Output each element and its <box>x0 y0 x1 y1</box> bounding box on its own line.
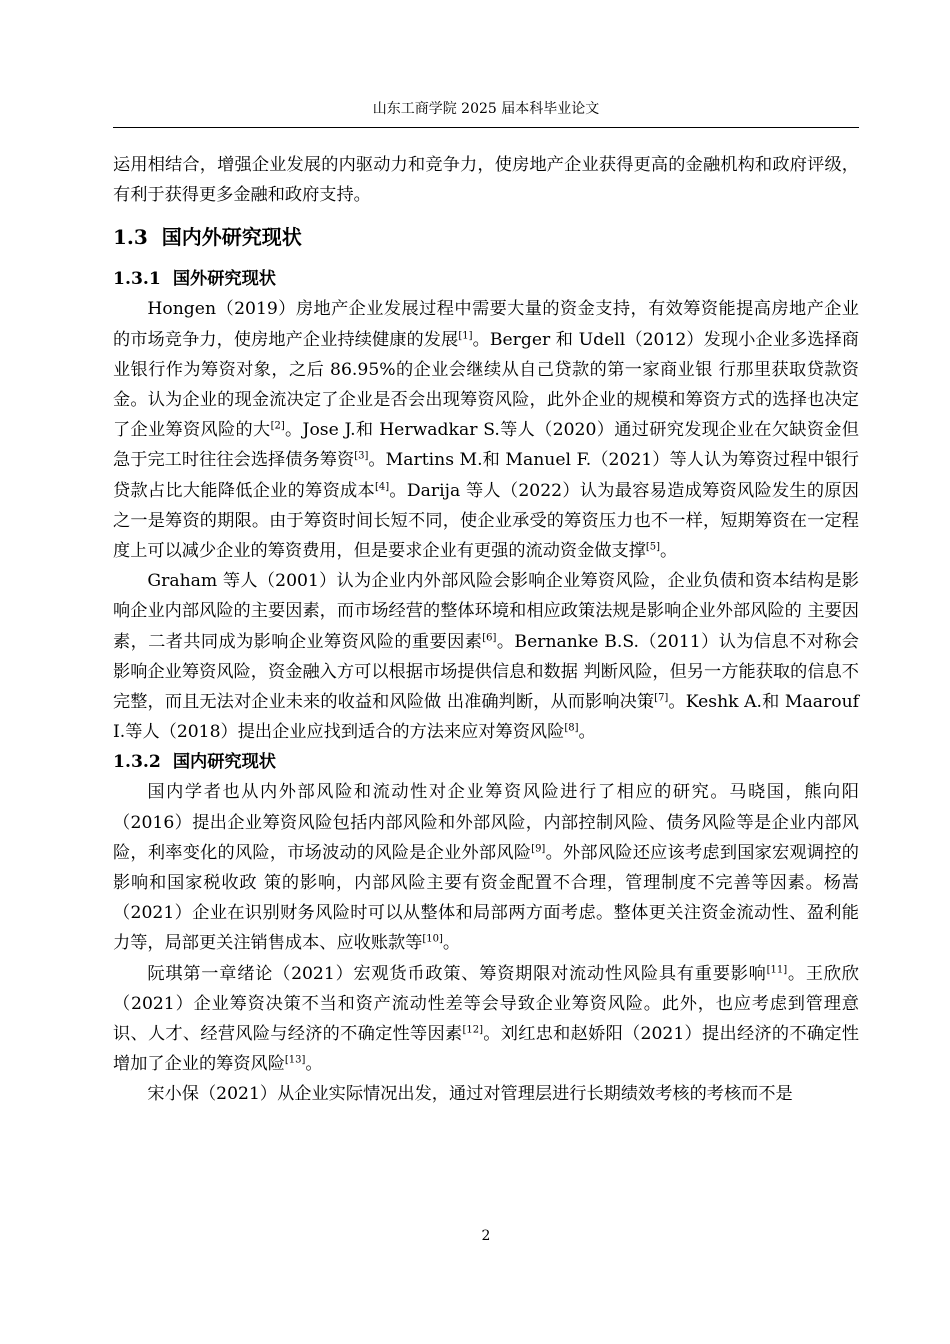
citation-ref-11: [11] <box>766 963 788 975</box>
citation-ref-3: [3] <box>354 450 369 462</box>
subsection-number: 1.3.2 <box>113 752 161 773</box>
subsection-number: 1.3.1 <box>113 269 161 290</box>
citation-ref-7: [7] <box>654 692 669 704</box>
citation-ref-5: [5] <box>645 541 660 553</box>
section-number: 1.3 <box>113 225 148 250</box>
text-segment: 。刘红忠和赵娇阳（2021）提出经济的不确定性增加了企业的筹资风险 <box>113 1024 859 1075</box>
text-segment: 。Martins M.和 Manuel F.（2021）等人认为筹资过程中银行贷款占比大能降低企业的筹资成本 <box>113 450 859 501</box>
text-segment: Graham 等人（2001）认为企业内外部风险会影响企业筹资风险，企业负债和资本结构是影响企业内部风险的主要因素，而市场经营的整体环境和相应政策法规是影响企业外部风险的 主要因素，二者共同成为影响企业筹资风险的重要因素 <box>113 571 859 652</box>
citation-ref-2: [2] <box>270 420 285 432</box>
citation-ref-6: [6] <box>482 631 497 643</box>
text-segment: 。Keshk A.和 Maarouf I.等人（2018）提出企业应找到适合的方法来应对筹资风险 <box>113 692 860 743</box>
citation-ref-9: [9] <box>531 843 546 855</box>
text-segment: 。 <box>660 541 678 562</box>
text-segment: 。 <box>442 933 461 954</box>
intro-paragraph: 运用相结合，增强企业发展的内驱动力和竞争力，使房地产企业获得更高的金融机构和政府评级，有利于获得更多金融和政府支持。 <box>113 155 859 206</box>
document-body <box>113 150 859 1110</box>
text-segment: 。Berger 和 Udell（2012）发现小企业多选择商业银行作为筹资对象，之后 86.95%的企业会继续从自己贷款的第一家商业银 行那里获取贷款资金。认为企业的现金流决定了企业是否会出现筹资风险，此外企业的规模和筹资方式的选择也决定了企业筹资风险的大 <box>113 329 859 441</box>
foreign-research-paragraph-1 <box>113 294 859 566</box>
citation-ref-13: [13] <box>284 1054 306 1066</box>
section-title: 国内外研究现状 <box>161 225 302 250</box>
citation-ref-10: [10] <box>422 933 443 945</box>
foreign-research-paragraph-2 <box>113 566 859 747</box>
text-segment: 。王欣欣（2021）企业筹资决策不当和资产流动性差等会导致企业筹资风险。此外，也应考虑到管理意识、人才、经营风险与经济的不确定性等因素 <box>113 963 859 1045</box>
citation-ref-1: [1] <box>458 329 473 341</box>
text-segment: 阮琪第一章绪论（2021）宏观货币政策、筹资期限对流动性风险具有重要影响 <box>147 963 767 984</box>
text-segment: 。 <box>578 722 596 743</box>
citation-ref-8: [8] <box>564 722 579 734</box>
domestic-research-paragraph-2 <box>113 959 859 1080</box>
text-segment: Hongen（2019）房地产企业发展过程中需要大量的资金支持，有效筹资能提高房地产企业的市场竞争力，使房地产企业持续健康的发展 <box>113 299 859 350</box>
text-segment: 国内学者也从内外部风险和流动性对企业筹资风险进行了相应的研究。马晓国，熊向阳（2016）提出企业筹资风险包括内部风险和外部风险，内部控制风险、债务风险等是企业内部风险，利率变化的风险，市场波动的风险是企业外部风险 <box>113 782 859 863</box>
subsection-title: 国外研究现状 <box>172 269 276 290</box>
citation-ref-12: [12] <box>462 1024 483 1036</box>
text-segment: 。 <box>305 1054 323 1075</box>
text-segment: 。Jose J.和 Herwadkar S.等人（2020）通过研究发现企业在欠缺资金但急于完工时往往会选择债务筹资 <box>113 420 859 471</box>
domestic-research-paragraph-3: 宋小保（2021）从企业实际情况出发，通过对管理层进行长期绩效考核的考核而不是 <box>147 1084 793 1105</box>
subsection-heading-1-3-2 <box>113 747 859 777</box>
citation-ref-4: [4] <box>374 480 390 492</box>
header-rule <box>113 127 859 128</box>
subsection-title: 国内研究现状 <box>172 752 276 773</box>
page-number: 2 <box>481 1228 491 1244</box>
text-segment: 。Darija 等人（2022）认为最容易造成筹资风险发生的原因之一是筹资的期限。由于筹资时间长短不同，使企业承受的筹资压力也不一样，短期筹资在一定程度上可以减少企业的筹资费用，但是要求企业有更强的流动资金做支撑 <box>113 480 859 562</box>
page-header: 山东工商学院 2025 届本科毕业论文 <box>372 101 600 117</box>
subsection-heading-1-3-1 <box>113 264 859 294</box>
section-heading-1-3 <box>113 222 859 252</box>
domestic-research-paragraph-1 <box>113 777 859 958</box>
text-segment: 。外部风险还应该考虑到国家宏观调控的影响和国家税收政 策的影响，内部风险主要有资金配置不合理，管理制度不完善等因素。杨嵩（2021）企业在识别财务风险时可以从整体和局部两方面考虑。整体更关注资金流动性、盈利能力等，局部更关注销售成本、应收账款等 <box>113 842 859 954</box>
text-segment: 。Bernanke B.S.（2011）认为信息不对称会影响企业筹资风险，资金融入方可以根据市场提供信息和数据 判断风险，但另一方能获取的信息不完整，而且无法对企业未来的收益和风险做 出准确判断，从而影响决策 <box>113 631 859 713</box>
